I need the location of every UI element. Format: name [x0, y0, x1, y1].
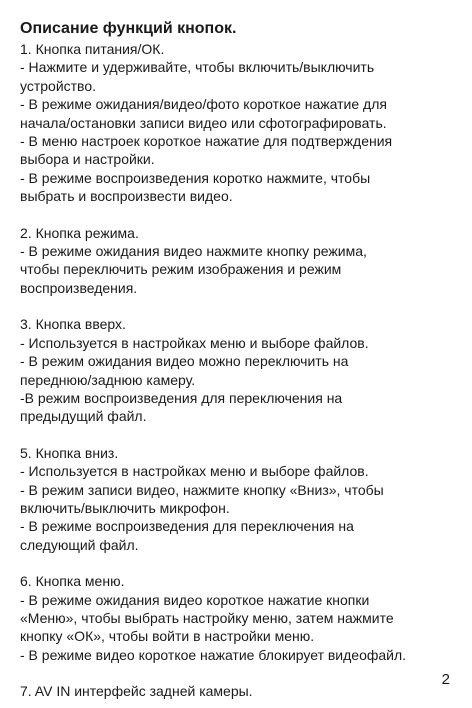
page-number: 2 [441, 671, 450, 688]
text-line: воспроизведения. [20, 279, 138, 296]
section-heading: 7. AV IN интерфейс задней камеры. [20, 683, 253, 700]
section-heading: 5. Кнопка вниз. [20, 444, 119, 461]
section-down-button [20, 444, 460, 554]
section-heading: 6. Кнопка меню. [20, 573, 125, 590]
section-gap [20, 206, 460, 224]
text-line: - В режим ожидания видео можно переключить на [20, 353, 349, 370]
text-line: - В режиме видео короткое нажатие блокирует видеофайл. [20, 646, 407, 663]
text-line: чтобы переключить режим изображения и режим [20, 261, 342, 278]
section-gap [20, 664, 460, 682]
section-heading: 1. Кнопка питания/ОК. [20, 41, 165, 57]
section-gap [20, 554, 460, 572]
text-line: устройство. [20, 77, 97, 94]
text-line: - Используется в настройках меню и выборе файлов. [20, 334, 369, 351]
document-page [20, 20, 460, 701]
section-heading: 2. Кнопка режима. [20, 224, 139, 241]
document-title: Описание функций кнопок. [20, 20, 237, 37]
text-line: следующий файл. [20, 536, 139, 553]
text-line: - В режиме ожидания видео нажмите кнопку режима, [20, 243, 367, 260]
text-line: - В режиме ожидания видео короткое нажатие кнопки [20, 591, 370, 608]
section-up-button [20, 315, 460, 425]
text-line: переднюю/заднюю камеру. [20, 371, 196, 388]
text-line: включить/выключить микрофон. [20, 499, 230, 516]
text-line: - Используется в настройках меню и выборе файлов. [20, 463, 369, 480]
text-line: выбрать и воспроизвести видео. [20, 188, 233, 205]
text-line: предыдущий файл. [20, 408, 147, 425]
section-heading: 3. Кнопка вверх. [20, 316, 126, 333]
text-line: выбора и настройки. [20, 151, 155, 168]
text-line: - В режим записи видео, нажмите кнопку «Вниз», чтобы [20, 481, 384, 498]
section-gap [20, 297, 460, 315]
text-line: - Нажмите и удерживайте, чтобы включить/выключить [20, 59, 375, 76]
text-line: - В режиме воспроизведения для переключения на [20, 518, 354, 535]
text-line: - В режиме воспроизведения коротко нажмите, чтобы [20, 169, 371, 186]
section-gap [20, 426, 460, 444]
text-line: кнопку «ОК», чтобы войти в настройки меню. [20, 628, 315, 645]
text-line: «Меню», чтобы выбрать настройку меню, затем нажмите [20, 609, 394, 626]
text-line: - В меню настроек короткое нажатие для подтверждения [20, 133, 393, 150]
section-av-in [20, 682, 460, 700]
section-mode-button [20, 224, 460, 298]
text-line: начала/остановки записи видео или сфотографировать. [20, 114, 387, 131]
section-power-button [20, 40, 460, 206]
text-line: -В режим воспроизведения для переключения на [20, 389, 343, 406]
section-menu-button [20, 572, 460, 664]
text-line: - В режиме ожидания/видео/фото короткое нажатие для [20, 96, 387, 113]
